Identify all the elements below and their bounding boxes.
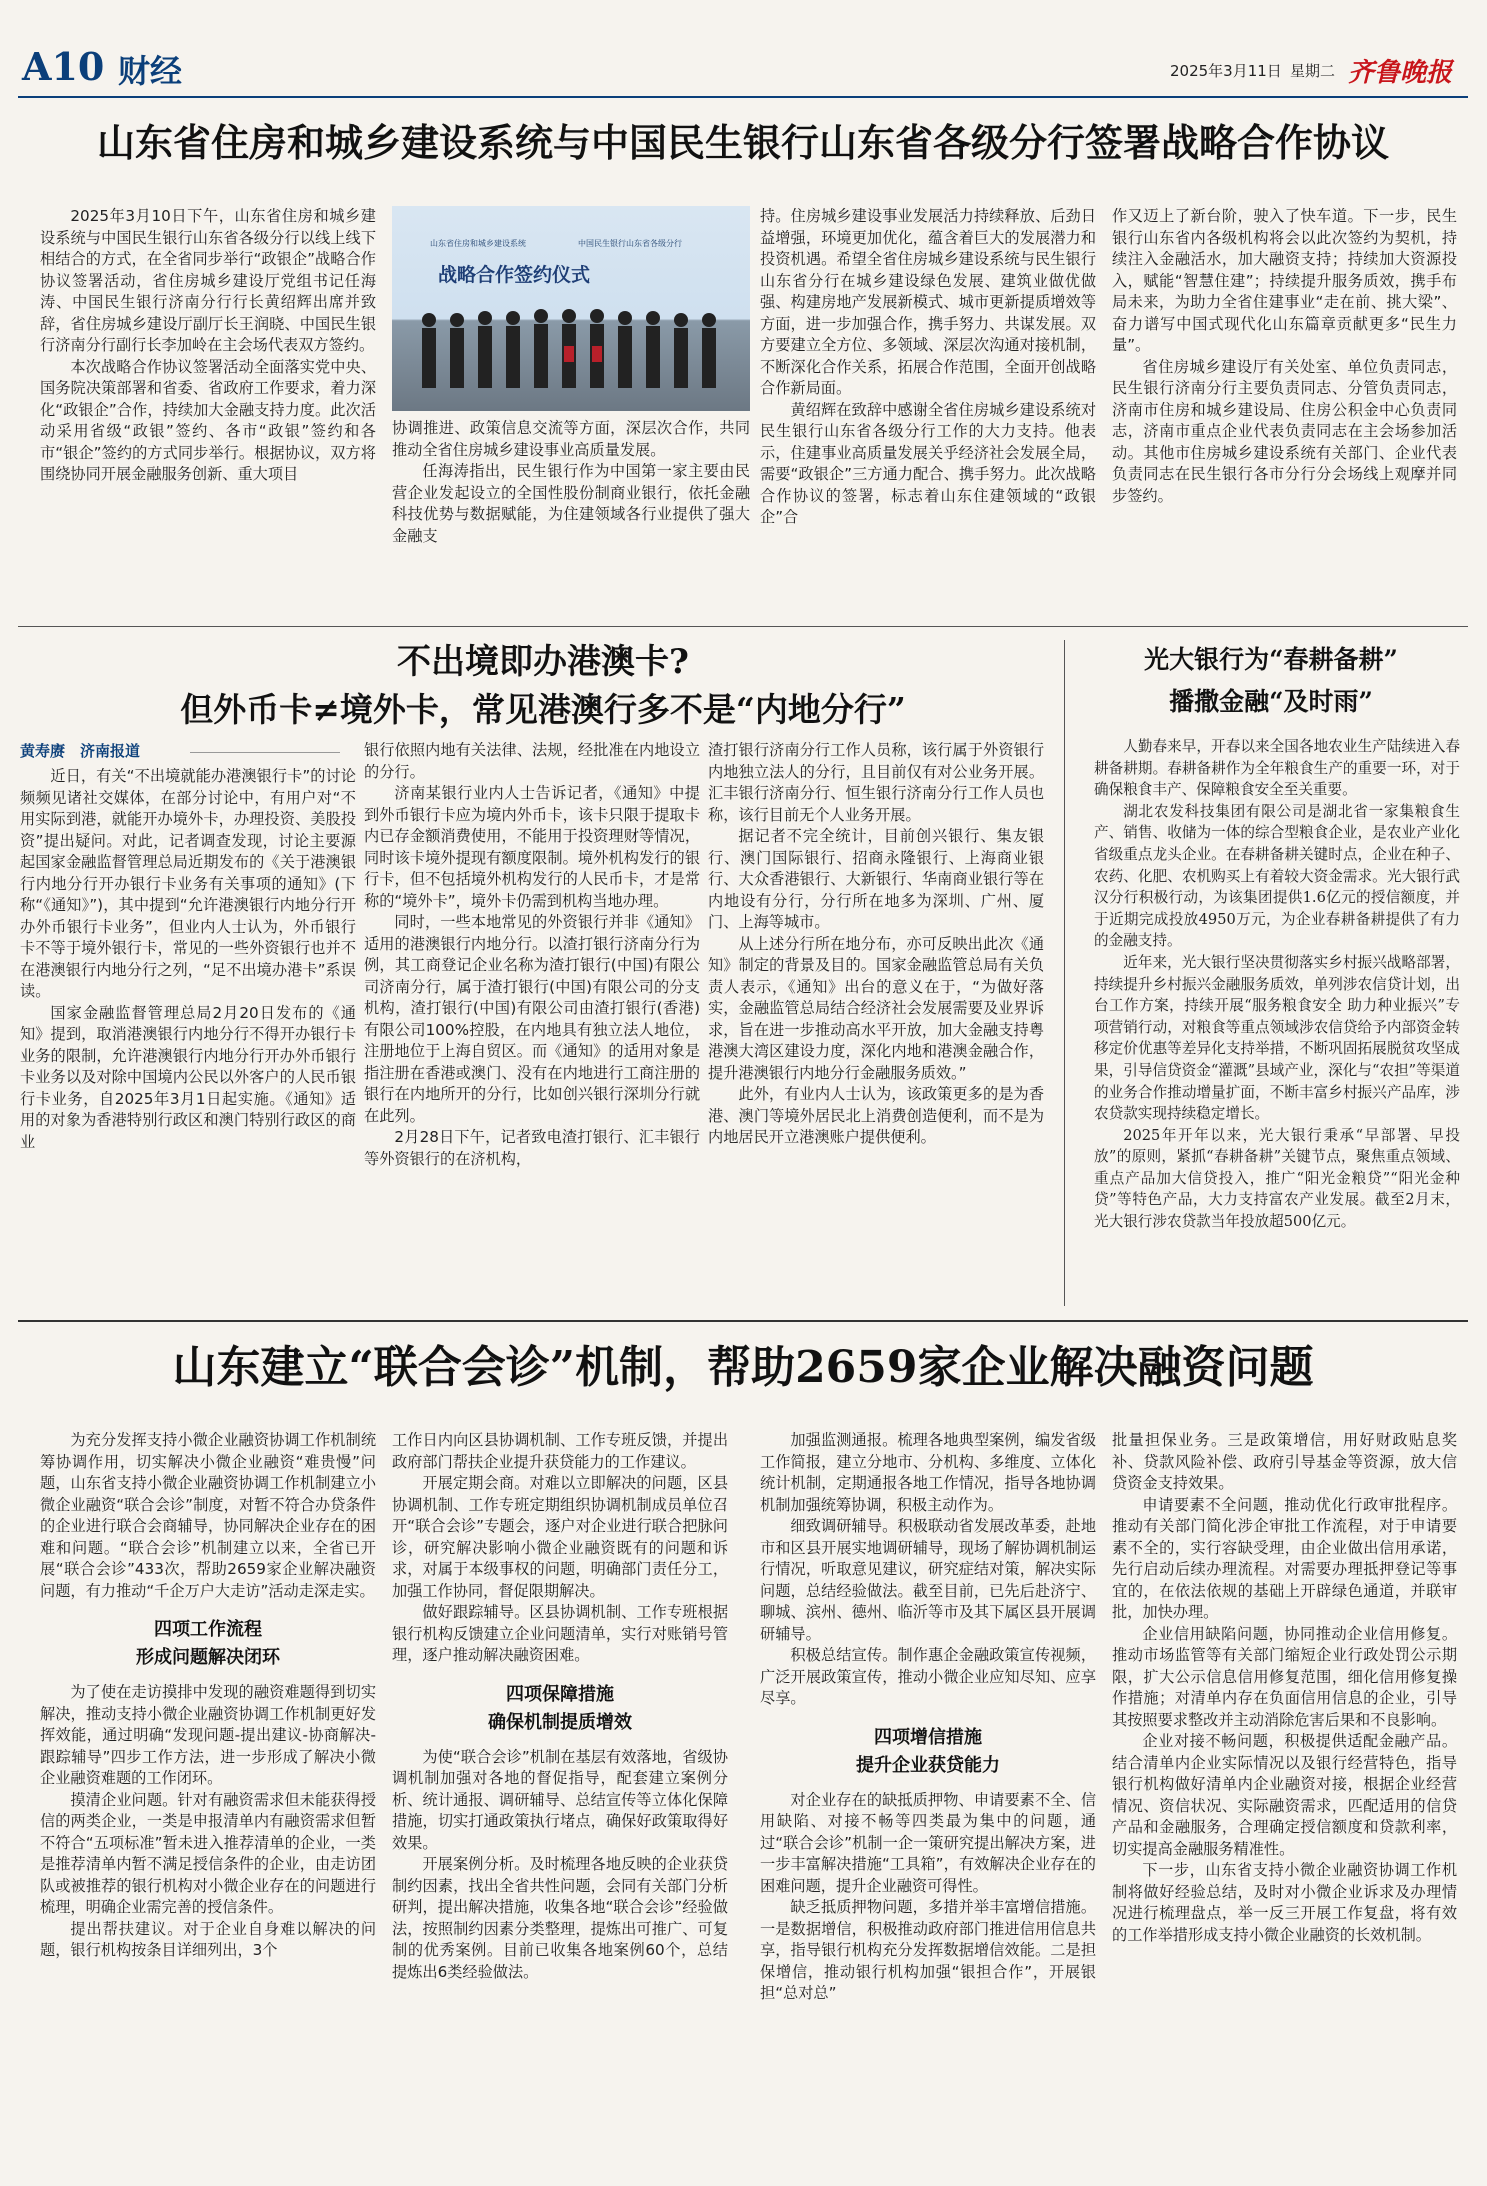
paragraph: 近年来，光大银行坚决贯彻落实乡村振兴战略部署，持续提升乡村振兴金融服务质效，单列涉农信贷计划，出台工作方案，持续开展“服务粮食安全 助力种业振兴”专项营销行动，对粮食等重点领域涉农信贷给予内部资金转移定价优惠等差异化支持举措，不断巩固拓展脱贫攻坚成果，引导信贷资金“灌溉”县域产业，深化与“农担”等渠道的业务合作推动增量扩面，不断丰富乡村振兴产品库，涉农贷款实现持续稳定增长。 <box>1094 953 1460 1123</box>
paragraph: 加强监测通报。梳理各地典型案例，编发省级工作简报，建立分地市、分机构、多维度、立体化统计机制，定期通报各地工作情况，指导各地协调机制加强统筹协调，积极主动作为。 <box>760 1431 1096 1514</box>
article4-col1 <box>40 1430 376 2175</box>
article1-col3 <box>760 206 1096 608</box>
paragraph: 渣打银行济南分行工作人员称，该行属于外资银行内地独立法人的分行，且目前仅有对公业务开展。汇丰银行济南分行、恒生银行济南分行工作人员也称，该行目前无个人业务开展。 <box>708 741 1044 824</box>
paragraph: 积极总结宣传。制作惠企金融政策宣传视频，广泛开展政策宣传，推动小微企业应知尽知、应享尽享。 <box>760 1646 1096 1707</box>
paragraph: 缺乏抵质押物问题，多措并举丰富增信措施。一是数据增信，积极推动政府部门推进信用信息共享，指导银行机构充分发挥数据增信效能。二是担保增信，推动银行机构加强“银担合作”，开展银担“总对总” <box>760 1898 1096 2002</box>
subhead-line: 确保机制提质增效 <box>488 1711 632 1733</box>
paragraph: 申请要素不全问题，推动优化行政审批程序。推动有关部门简化涉企审批工作流程，对于申请要素不全的，实行容缺受理，由企业做出信用承诺，先行启动后续办理流程。对需要办理抵押登记等事宜的，在依法依规的基础上开辟绿色通道，并联审批，加快办理。 <box>1112 1495 1457 1621</box>
article3-headline-line1: 光大银行为“春耕备耕” <box>1144 645 1398 674</box>
paragraph: 作又迈上了新台阶，驶入了快车道。下一步，民生银行山东省内各级机构将会以此次签约为契机，持续注入金融活水，加大融资支持；持续加大资源投入，赋能“智慧住建”；持续提升服务质效，携手布局未来，为助力全省住建事业“走在前、挑大梁”、奋力谱写中国式现代化山东篇章贡献更多“民生力量”。 <box>1112 207 1457 354</box>
subhead-line: 四项保障措施 <box>506 1683 614 1705</box>
paragraph: 同时，一些本地常见的外资银行并非《通知》适用的港澳银行内地分行。以渣打银行济南分行为例，其工商登记企业名称为渣打银行(中国)有限公司济南分行，属于渣打银行(中国)有限公司的分支机构，渣打银行(中国)有限公司由渣打银行(香港)有限公司100%控股，在内地具有独立法人地位，注册地位于上海自贸区。而《通知》的适用对象是指注册在香港或澳门、没有在内地进行工商注册的银行在内地所开的分行，比如创兴银行深圳分行就在此列。 <box>364 913 700 1125</box>
paragraph: 银行依照内地有关法律、法规，经批准在内地设立的分行。 <box>364 741 700 781</box>
paragraph: 湖北农发科技集团有限公司是湖北省一家集粮食生产、销售、收储为一体的综合型粮食企业，是农业产业化省级重点龙头企业。在春耕备耕关键时点，企业在种子、农药、化肥、农机购买上有着较大资金需求。光大银行武汉分行积极行动，为该集团提供1.6亿元的授信额度，并于近期完成投放4950万元，为企业春耕备耕提供了有力的金融支持。 <box>1094 802 1460 950</box>
paragraph: 摸清企业问题。针对有融资需求但未能获得授信的两类企业，一类是申报清单内有融资需求但暂不符合“五项标准”暂未进入推荐清单的企业，一类是推荐清单内暂不满足授信条件的企业，由走访团队或被推荐的银行机构对小微企业存在的问题进行梳理，明确企业需完善的授信条件。 <box>40 1790 376 1916</box>
paragraph: 本次战略合作协议签署活动全面落实党中央、国务院决策部署和省委、省政府工作要求，着力深化“政银企”合作，持续加大金融支持力度。此次活动采用省级“政银”签约、各市“政银”签约和各市“银企”签约的方式同步举行。根据协议，双方将围绕协同开展金融服务创新、重大项目 <box>40 357 376 483</box>
article1-col1 <box>40 206 376 608</box>
signing-ceremony-photo <box>392 206 750 411</box>
paragraph: 据记者不完全统计，目前创兴银行、集友银行、澳门国际银行、招商永隆银行、上海商业银行、大众香港银行、大新银行、华南商业银行等在内地设有分行，分行所在地多为深圳、广州、厦门、上海等城市。 <box>708 827 1044 931</box>
paragraph: 开展定期会商。对难以立即解决的问题，区县协调机制、工作专班定期组织协调机制成员单位召开“联合会诊”专题会，逐户对企业进行联合把脉问诊，研究解决影响小微企业融资既有的问题和诉求，对属于本级事权的问题，明确部门责任分工，加强工作协同，督促限期解决。 <box>392 1474 728 1600</box>
paragraph: 提出帮扶建议。对于企业自身难以解决的问题，银行机构按条目详细列出，3个 <box>40 1919 376 1959</box>
issue-weekday: 星期二 <box>1290 62 1336 80</box>
paragraph: 任海涛指出，民生银行作为中国第一家主要由民营企业发起设立的全国性股份制商业银行，依托金融科技优势与数据赋能，为住建领域各行业提供了强大金融支 <box>392 462 750 545</box>
article3-headline-line2: 播撒金融“及时雨” <box>1169 687 1373 716</box>
paragraph: 近日，有关“不出境就能办港澳银行卡”的讨论频频见诸社交媒体，在部分讨论中，有用户对“不用实际到港，就能开办境外卡，办理投资、美股投资”提出疑问。对此，记者调查发现，讨论主要源起国家金融监督管理总局近期发布的《关于港澳银行内地分行开办银行卡业务有关事项的通知》(下称“《通知》”)，其中提到“允许港澳银行内地分行开办外币银行卡业务”，但业内人士认为，外币银行卡不等于境外银行卡，常见的一些外资银行也并不在港澳银行内地分行之列，“足不出境办港卡”系误读。 <box>20 767 356 1000</box>
article2-col3 <box>708 740 1044 1306</box>
divider <box>18 1320 1468 1322</box>
photo-backdrop-banner: 战略合作签约仪式 <box>438 264 591 286</box>
paragraph: 国家金融监督管理总局2月20日发布的《通知》提到，取消港澳银行内地分行不得开办银行卡业务的限制，允许港澳银行内地分行开办外币银行卡业务以及对除中国境内公民以外客户的人民币银行卡业务，自2025年3月1日起实施。《通知》适用的对象为香港特别行政区和澳门特别行政区的商业 <box>20 1003 356 1151</box>
paragraph: 为了使在走访摸排中发现的融资难题得到切实解决，推动支持小微企业融资协调工作机制更好发挥效能，通过明确“发现问题-提出建议-协商解决-跟踪辅导”四步工作方法，进一步形成了解决小微企业融资难题的工作闭环。 <box>40 1683 376 1787</box>
paragraph: 2025年3月10日下午，山东省住房和城乡建设系统与中国民生银行山东省各级分行以线上线下相结合的方式，在全省同步举行“政银企”战略合作协议签署活动，省住房城乡建设厅党组书记任海涛、中国民生银行济南分行行长黄绍辉出席并致辞，省住房城乡建设厅副厅长王润晓、中国民生银行济南分行副行长李加岭在主会场代表双方签约。 <box>40 207 376 354</box>
subhead-line: 四项增信措施 <box>874 1726 982 1748</box>
article3-body <box>1094 736 1460 1306</box>
header-rule <box>18 96 1468 98</box>
paragraph: 对企业存在的缺抵质押物、申请要素不全、信用缺陷、对接不畅等四类最为集中的问题，通过“联合会诊”机制一企一策研究提出解决方案，进一步丰富解决措施“工具箱”，有效解决企业存在的困难问题，提升企业融资可得性。 <box>760 1790 1096 1895</box>
paragraph: 济南某银行业内人士告诉记者，《通知》中提到外币银行卡应为境内外币卡，该卡只限于提取卡内已存金额消费使用，不能用于投资理财等情况，同时该卡境外提现有额度限制。境外机构发行的银行卡，但不包括境外机构发行的人民币卡，才是常称的“境外卡”，境外卡仍需到机构当地办理。 <box>364 784 700 910</box>
paragraph: 黄绍辉在致辞中感谢全省住房城乡建设系统对民生银行山东省各级分行工作的大力支持。他表示，住建事业高质量发展关乎经济社会发展全局，需要“政银企”三方通力配合、携手努力。此次战略合作协议的签署，标志着山东住建领域的“政银企”合 <box>760 400 1096 526</box>
divider <box>18 626 1468 627</box>
paragraph: 企业对接不畅问题，积极提供适配金融产品。结合清单内企业实际情况以及银行经营特色，指导银行机构做好清单内企业融资对接，根据企业经营情况、资信状况、实际融资需求，匹配适用的信贷产品和金融服务，合理确定授信额度和贷款利率，切实提高金融服务精准性。 <box>1112 1732 1457 1858</box>
page-header <box>0 0 1487 100</box>
article1-col4 <box>1112 206 1457 608</box>
paragraph: 2月28日下午，记者致电渣打银行、汇丰银行等外资银行的在济机构， <box>364 1128 700 1168</box>
issue-date: 2025年3月11日 <box>1170 62 1282 80</box>
paragraph: 下一步，山东省支持小微企业融资协调工作机制将做好经验总结，及时对小微企业诉求及办理情况进行梳理盘点，举一反三开展工作复盘，将有效的工作举措形成支持小微企业融资的长效机制。 <box>1112 1861 1457 1944</box>
photo-backdrop-text-left: 山东省住房和城乡建设系统 <box>430 239 526 248</box>
article2-col2 <box>364 740 700 1306</box>
subhead <box>392 1681 728 1737</box>
section-name: 财经 <box>118 52 183 90</box>
article2-headline-line1: 不出境即办港澳卡? <box>397 642 689 682</box>
article2-headline-line2: 但外币卡≠境外卡，常见港澳行多不是“内地分行” <box>180 690 906 729</box>
paragraph: 工作日内向区县协调机制、工作专班反馈，并提出政府部门帮扶企业提升获贷能力的工作建议。 <box>392 1431 728 1471</box>
byline: 黄寿赓 济南报道 <box>20 742 141 760</box>
subhead-line: 形成问题解决闭环 <box>136 1647 280 1668</box>
article4-col4 <box>1112 1430 1457 2175</box>
paragraph: 此外，有业内人士认为，该政策更多的是为香港、澳门等境外居民北上消费创造便利，而不是为内地居民开立港澳账户提供便利。 <box>708 1085 1044 1146</box>
subhead-line: 提升企业获贷能力 <box>856 1754 1000 1776</box>
paper-logo: 齐鲁晚报 <box>1348 58 1453 88</box>
paragraph: 开展案例分析。及时梳理各地反映的企业获贷制约因素，找出全省共性问题，会同有关部门分析研判，提出解决措施，收集各地“联合会诊”经验做法，按照制约因素分类整理，提炼出可推广、可复制的优秀案例。目前已收集各地案例60个，总结提炼出6类经验做法。 <box>392 1855 728 1981</box>
paragraph: 省住房城乡建设厅有关处室、单位负责同志，民生银行济南分行主要负责同志、分管负责同志，济南市住房和城乡建设局、住房公积金中心负责同志，济南市重点企业代表负责同志在主会场参加活动。其他市住房城乡建设系统有关部门、企业代表负责同志在民生银行各市分行分会场线上观摩并同步签约。 <box>1112 357 1457 505</box>
page-number: A10 <box>22 44 105 89</box>
byline-rule <box>190 752 340 753</box>
paragraph: 企业信用缺陷问题，协同推动企业信用修复。推动市场监管等有关部门缩短企业行政处罚公示期限，扩大公示信息信用修复范围，细化信用修复操作措施；对清单内存在负面信用信息的企业，引导其按照要求整改并主动消除危害后果和不良影响。 <box>1112 1624 1457 1729</box>
subhead-line: 四项工作流程 <box>154 1619 262 1640</box>
article1-headline: 山东省住房和城乡建设系统与中国民生银行山东省各级分行签署战略合作协议 <box>96 120 1389 165</box>
paragraph: 从上述分行所在地分布，亦可反映出此次《通知》制定的背景及目的。国家金融监管总局有关负责人表示，《通知》出台的意义在于，“为做好落实，金融监管总局结合经济社会发展需要及业界诉求，旨在进一步推动高水平开放，加大金融支持粤港澳大湾区建设力度，深化内地和港澳金融合作，提升港澳银行内地分行金融服务质效。” <box>708 934 1044 1082</box>
paragraph: 2025年开年以来，光大银行秉承“早部署、早投放”的原则，紧抓“春耕备耕”关键节点，聚焦重点领域、重点产品加大信贷投入，推广“阳光金粮贷”“阳光金种贷”等特色产品，大力支持富农产业发展。截至2月末，光大银行涉农贷款当年投放超500亿元。 <box>1094 1126 1460 1231</box>
paragraph: 协调推进、政策信息交流等方面，深层次合作，共同推动全省住房城乡建设事业高质量发展。 <box>392 419 750 459</box>
paragraph: 做好跟踪辅导。区县协调机制、工作专班根据银行机构反馈建立企业问题清单，实行对账销号管理，逐户推动解决融资困难。 <box>392 1603 728 1664</box>
subhead <box>40 1616 376 1672</box>
article2-col1 <box>20 766 356 1306</box>
photo-backdrop-text-right: 中国民生银行山东省各级分行 <box>578 239 682 248</box>
article4-col3 <box>760 1430 1096 2175</box>
article4-headline: 山东建立“联合会诊”机制，帮助2659家企业解决融资问题 <box>172 1342 1314 1393</box>
article1-col2 <box>392 418 750 608</box>
paragraph: 批量担保业务。三是政策增信，用好财政贴息奖补、贷款风险补偿、政府引导基金等资源，放大信贷资金支持效果。 <box>1112 1431 1457 1492</box>
paragraph: 为使“联合会诊”机制在基层有效落地，省级协调机制加强对各地的督促指导，配套建立案例分析、统计通报、调研辅导、总结宣传等立体化保障措施，切实打通政策执行堵点，确保好政策取得好效果。 <box>392 1747 728 1852</box>
paragraph: 细致调研辅导。积极联动省发展改革委，赴地市和区县开展实地调研辅导，现场了解协调机制运行情况，听取意见建议，研究症结对策，解决实际问题，总结经验做法。截至目前，已先后赴济宁、聊城、滨州、德州、临沂等市及其下属区县开展调研辅导。 <box>760 1517 1096 1643</box>
paragraph: 人勤春来早，开春以来全国各地农业生产陆续进入春耕备耕期。春耕备耕作为全年粮食生产的重要一环，对于确保粮食丰产、保障粮食安全至关重要。 <box>1094 738 1460 799</box>
column-divider <box>1064 640 1065 1306</box>
article4-col2 <box>392 1430 728 2175</box>
photo-people <box>392 206 750 411</box>
paragraph: 持。住房城乡建设事业发展活力持续释放、后劲日益增强，环境更加优化，蕴含着巨大的发展潜力和投资机遇。希望全省住房城乡建设系统与民生银行山东省分行在城乡建设绿色发展、建筑业做优做强、构建房地产发展新模式、城市更新提质增效等方面，进一步加强合作，携手努力、共谋发展。双方要建立全方位、多领域、深层次沟通对接机制，不断深化合作关系，拓展合作范围，全面开创战略合作新局面。 <box>760 207 1096 397</box>
paragraph: 为充分发挥支持小微企业融资协调工作机制统筹协调作用，切实解决小微企业融资“难贵慢”问题，山东省支持小微企业融资协调工作机制建立小微企业融资“联合会诊”制度，对暂不符合办贷条件的企业进行联合会商辅导，协同解决企业存在的困难和问题。“联合会诊”机制建立以来，全省已开展“联合会诊”433次，帮助2659家企业解决融资问题，有力推动“千企万户大走访”活动走深走实。 <box>40 1431 376 1600</box>
subhead <box>760 1724 1096 1780</box>
